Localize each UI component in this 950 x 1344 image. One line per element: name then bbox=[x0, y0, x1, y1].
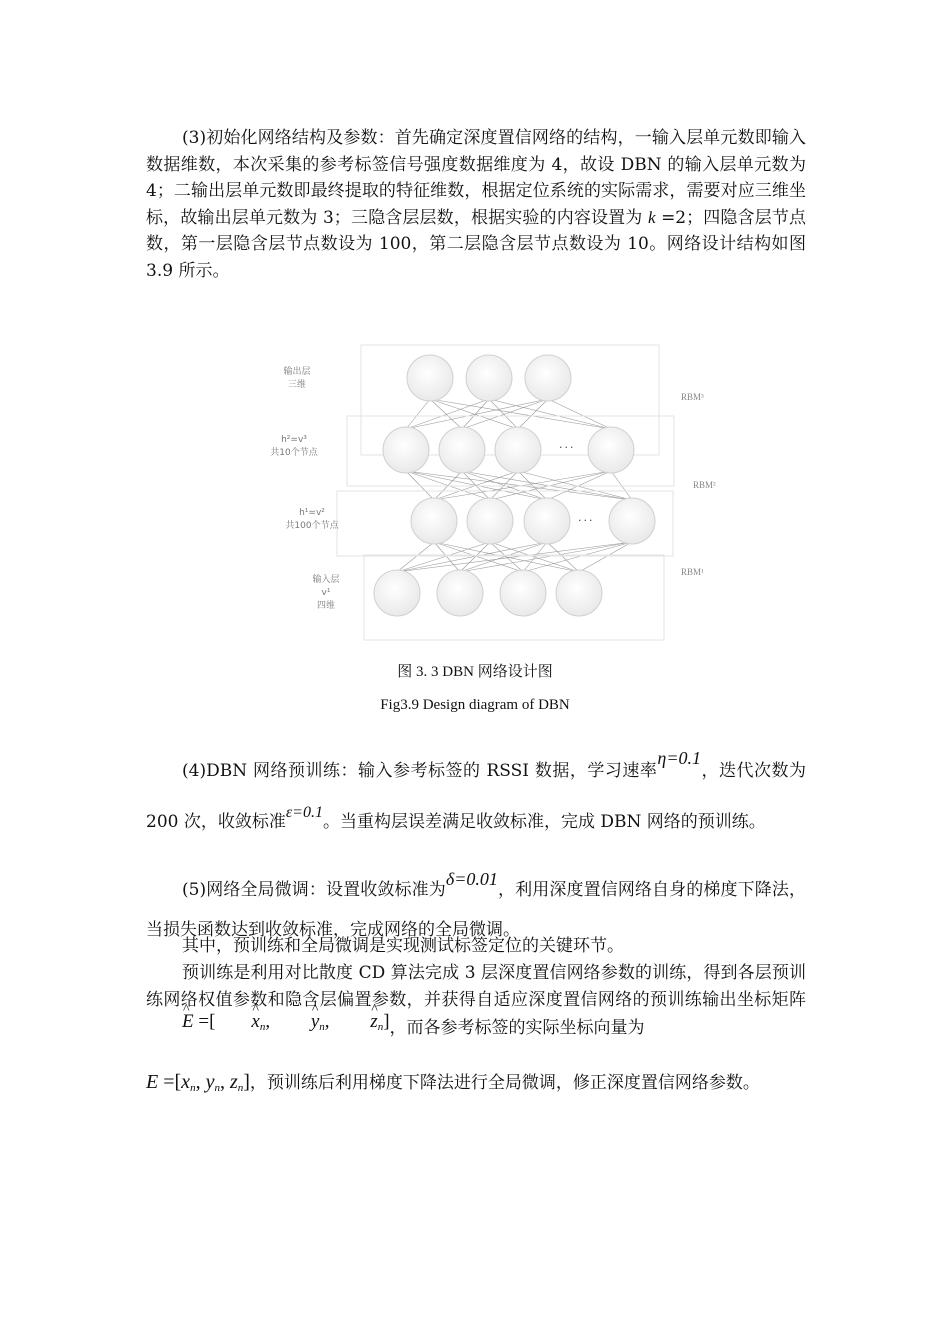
dbn-diagram bbox=[0, 0, 950, 660]
paragraph-7-continued bbox=[146, 1062, 806, 1108]
output-node bbox=[525, 355, 571, 401]
paragraph-5-text-b: ，利用深度置信网络自身的梯度下降法，当损失函数达到收敛标准，完成网络的全局微调。 bbox=[146, 880, 806, 940]
input-node bbox=[500, 570, 546, 616]
connection-line bbox=[397, 542, 490, 572]
paragraph-3-rest: =2；四隐含层节点数，第一层隐含层节点数设为 100，第二层隐含层节点数设为 10。网络设计结构如图 3.9 所示。 bbox=[146, 207, 806, 281]
figure-caption-chinese: 图 3. 3 DBN 网络设计图 bbox=[397, 664, 553, 680]
input-node bbox=[556, 570, 602, 616]
hidden-layer-1-label bbox=[272, 507, 352, 533]
connection-line bbox=[523, 542, 632, 572]
output-layer-label bbox=[268, 366, 326, 392]
paragraph-7-text-b: ，而各参考标签的实际坐标向量为 bbox=[389, 1018, 645, 1038]
eta-value: η=0.1 bbox=[657, 748, 701, 768]
paragraph-7 bbox=[146, 960, 806, 1047]
paragraph-5-text-a: (5)网络全局微调：设置收敛标准为 bbox=[182, 880, 446, 900]
paragraph-7-text-a: 预训练是利用对比散度 CD 算法完成 3 层深度置信网络参数的训练，得到各层预训练网络权值参数和隐含层偏置参数，并获得自适应深度置信网络的预训练输出坐标矩阵 bbox=[146, 963, 806, 1010]
hidden1-node bbox=[524, 498, 570, 544]
connection-line bbox=[397, 542, 547, 572]
epsilon-value: ε=0.1 bbox=[285, 804, 323, 821]
paragraph-4-text-b: ，迭代次数为 200 次，收敛标准 bbox=[146, 761, 806, 832]
rbm2-label: RBM² bbox=[693, 480, 716, 490]
hidden-layer-2-label-line2: 共10个节点 bbox=[270, 448, 318, 458]
input-layer-label-line3: 四维 bbox=[316, 601, 335, 611]
connection-line bbox=[523, 542, 547, 572]
hidden2-node bbox=[439, 427, 485, 473]
connection-line bbox=[397, 542, 434, 572]
output-layer-label-line1: 输出层 bbox=[283, 367, 311, 377]
connection-line bbox=[490, 542, 523, 572]
connection-line bbox=[397, 542, 632, 572]
paragraph-7-text-c: ，预训练后利用梯度下降法进行全局微调，修正深度置信网络参数。 bbox=[249, 1073, 760, 1093]
eta-formula bbox=[657, 748, 701, 768]
paragraph-4-text-c: 。当重构层误差满足收敛标准，完成 DBN 网络的预训练。 bbox=[322, 812, 766, 832]
output-layer-label-line2: 三维 bbox=[287, 380, 306, 390]
e-vector-formula: $E =[x_n$, $y_n$, $z_n$] bbox=[146, 1071, 250, 1094]
paragraph-6 bbox=[146, 933, 806, 960]
rbm1-label: RBM¹ bbox=[681, 567, 704, 577]
input-node bbox=[374, 570, 420, 616]
paragraph-4 bbox=[146, 745, 806, 848]
input-node bbox=[437, 570, 483, 616]
delta-formula bbox=[446, 869, 498, 889]
hidden-layer-2-label-line1: h²=v³ bbox=[281, 435, 307, 445]
connection-line bbox=[489, 399, 518, 429]
e-hat-matrix-formula: ^ E =[^ $x_n$, ^ $y_n$, ^ $z_n$] bbox=[146, 1011, 390, 1032]
hidden-layer-2-label bbox=[256, 434, 332, 460]
hidden1-node bbox=[609, 498, 655, 544]
epsilon-formula bbox=[286, 801, 323, 821]
hidden1-node bbox=[467, 498, 513, 544]
input-layer-label-line1: 输入层 bbox=[312, 575, 340, 585]
input-layer-label bbox=[298, 574, 354, 613]
connection-line bbox=[489, 399, 611, 429]
hidden-layer-1-label-line2: 共100个节点 bbox=[285, 521, 339, 531]
paragraph-4-text-a: (4)DBN 网络预训练：输入参考标签的 RSSI 数据，学习速率 bbox=[182, 761, 658, 781]
rbm3-label: RBM³ bbox=[681, 392, 704, 402]
hidden2-node bbox=[495, 427, 541, 473]
input-layer-label-line2: v¹ bbox=[321, 588, 331, 598]
paragraph-3-text: (3)初始化网络结构及参数：首先确定深度置信网络的结构，一输入层单元数即输入数据维数，本次采集的参考标签信号强度数据维度为 4，故设 DBN 的输入层单元数为 4；二输出层单元数即最终提取的特征维数，根据定位系统的实际需求，需要对应三维坐标，故输出层单元数为 3；三隐含层层数，根据实验的内容设置为 bbox=[146, 128, 806, 228]
output-node bbox=[407, 355, 453, 401]
hidden2-node bbox=[588, 427, 634, 473]
delta-value: δ=0.01 bbox=[445, 869, 498, 889]
hidden-layer-1-label-line1: h¹=v² bbox=[299, 508, 325, 518]
paragraph-6-text: 其中，预训练和全局微调是实现测试标签定位的关键环节。 bbox=[182, 936, 624, 956]
hidden2-node bbox=[383, 427, 429, 473]
connection-line bbox=[518, 399, 548, 429]
hidden-layer-1-ellipsis: ··· bbox=[578, 514, 595, 527]
hidden1-node bbox=[411, 498, 457, 544]
variable-k: k bbox=[647, 207, 656, 227]
figure-caption-english: Fig3.9 Design diagram of DBN bbox=[380, 697, 570, 713]
connection-line bbox=[548, 399, 611, 429]
connection-line bbox=[547, 542, 579, 572]
hidden-layer-2-ellipsis: ··· bbox=[559, 441, 576, 454]
output-node bbox=[466, 355, 512, 401]
